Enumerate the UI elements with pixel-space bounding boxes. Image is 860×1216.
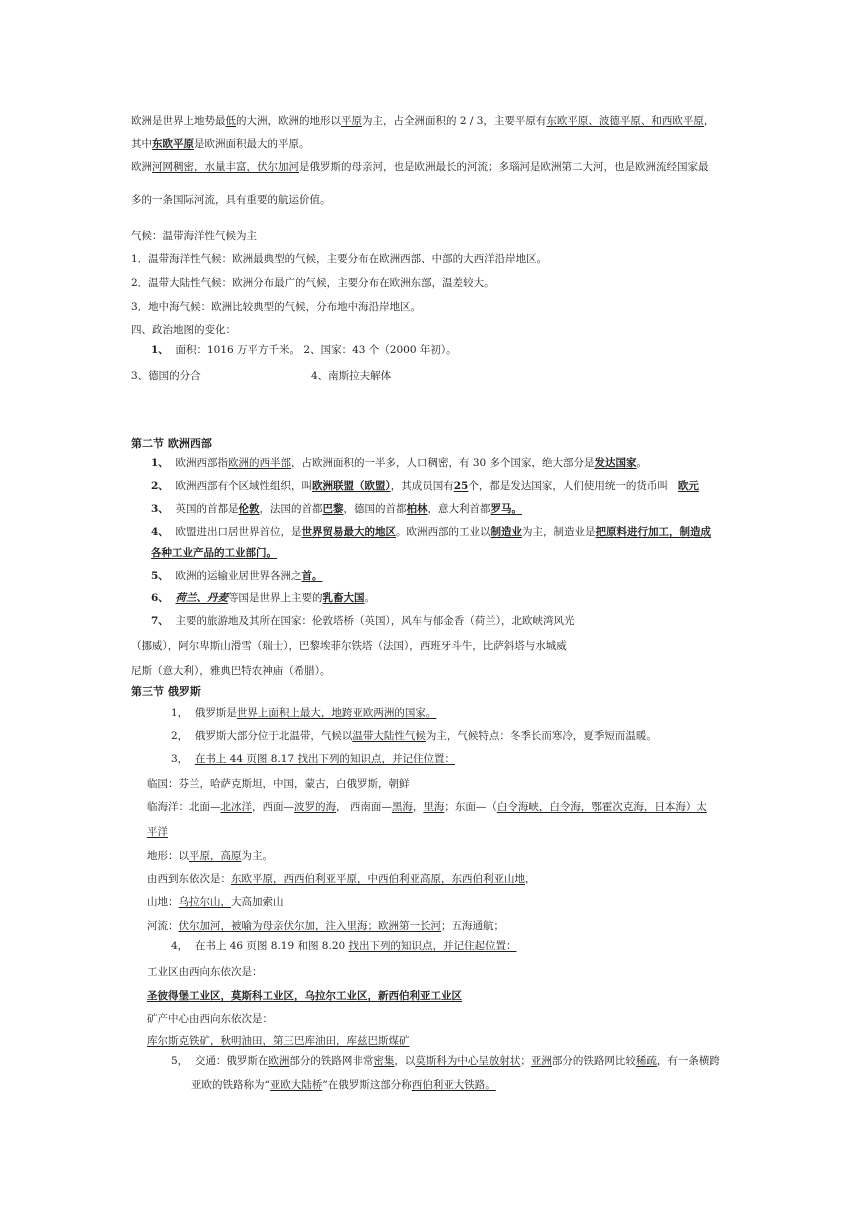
text-bold-underlined: 把原料进行加工，制造成 [595,526,711,538]
industry-list [147,989,462,1003]
section-2-item-2 [151,479,699,493]
text: ，其成员国有 [390,480,454,492]
text-underlined: 世界上面积上最大，地跨亚欧两洲的国家。 [236,707,437,719]
text-bold-underlined: 乳畜大国 [322,592,365,604]
text-bold-underlined: 欧洲联盟（欧盟） [312,480,391,492]
text-underlined: 温带大陆性气候 [352,730,426,742]
climate-item-1: 1．温带海洋性气候：欧洲最典型的气候，主要分布在欧洲西部、中部的大西洋沿岸地区。 [131,253,548,265]
text: ；东面—（ [444,801,497,813]
text: 英国的首都是 [175,503,239,515]
text: ，有一条横跨 [656,1055,720,1067]
text-underlined: 平洋 [147,826,168,838]
text-bold-underlined: 东欧平原 [152,138,194,150]
politics-title: 四、政治地图的变化： [131,324,236,336]
rivers-line [147,919,504,933]
text: 个，都是发达国家，人们使用统一的货币叫 [468,480,668,492]
west-east-line [147,872,536,886]
text: ；五海通航； [441,920,504,932]
text: 为主，制造业是 [522,526,596,538]
text: 面积：1016 万平方千米。 2、国家：43 个（2000 年初）。 [175,344,457,356]
text: 为主。 [241,850,273,862]
section-2-item-7-cont-2: 尼斯（意大利），雅典巴特农神庙（希腊）。 [131,665,331,677]
section-2-item-3 [151,502,522,516]
text-underlined: 找出下列的知识点，并记住起位置： [348,940,517,952]
text-underlined: 在书上 44 页图 8.17 找出下列的知识点，并记住位置： [194,753,455,765]
text-underlined: 乌拉尔山， [178,896,231,908]
text: ，法国的首都 [259,503,323,515]
list-number: 7、 [151,615,169,627]
text: 欧洲西部指 [175,457,228,469]
text: 其中 [131,138,152,150]
minerals-title: 矿产中心由西向东依次是： [147,1013,273,1025]
text-bold-underlined: 罗马。 [490,503,522,515]
europe-para-1-line-2 [131,137,310,151]
text: 。 [636,457,648,469]
politics-line-2a: 3、德国的分合 [131,370,201,382]
list-number: 4、 [151,526,169,538]
text: 。欧洲西部的工业以 [396,526,491,538]
list-number: 4， [171,940,189,952]
text-bold-underlined: 欧元 [677,480,699,492]
text-underlined: 欧洲 [268,1055,290,1067]
text-underlined: 平原 [341,115,362,127]
text: 部分的铁路网非常 [289,1055,374,1067]
text: 等国是世界上主要的 [228,592,323,604]
text: ，德国的首都 [343,503,407,515]
text: 欧洲西部有个区域性组织，叫 [175,480,312,492]
text-underlined: 欧洲的西半部 [228,457,291,469]
list-number: 3、 [151,503,169,515]
text: 地形：以 [147,850,189,862]
list-number: 1， [171,707,189,719]
climate-item-2: 2．温带大陆性气候：欧洲分布最广的气候，主要分布在欧洲东部，温差较大。 [131,277,495,289]
section-3-item-4 [171,939,517,953]
text: ，占欧洲面积的一半多，人口稠密，有 30 多个国家，绝大部分是 [291,457,595,469]
text: 河流： [147,920,179,932]
text: ， [525,873,536,885]
text-underlined: 稀疏 [635,1055,657,1067]
section-3-item-5-cont [191,1078,496,1092]
list-number: 1、 [151,344,169,356]
text-underlined: 伏尔加河，被喻为母亲伏尔加，注入里海；欧洲第一长河 [178,920,441,932]
text-underlined: 莫斯科为中心呈放射状 [415,1055,521,1067]
text-underlined: 河网稠密，水量丰富，伏尔加河 [152,161,299,173]
text-underlined: 东欧平原，西西伯利亚平原，中西伯利亚高原，东西伯利亚山地 [231,873,525,885]
text: 欧洲是世界上地势最 [131,115,226,127]
text: 为主，占全洲面积的 2 / 3，主要平原有 [362,115,547,127]
list-number: 1、 [151,457,169,469]
list-number: 5， [171,1055,189,1067]
text: 欧洲的运输业居世界各洲之 [175,570,302,582]
seas-line-2 [147,825,168,839]
text: 欧洲 [131,161,152,173]
text: 主要的旅游地及其所在国家：伦敦塔桥（英国），风车与郁金香（荷兰），北欧峡湾风光 [175,615,575,627]
section-3-title: 第三节 俄罗斯 [131,685,201,698]
text-underlined: 波罗的海 [294,801,336,813]
text: 临海洋：北面— [147,801,221,813]
text: ， [703,115,715,127]
text-underlined: 密集 [373,1055,395,1067]
text: 是俄罗斯的母亲河，也是欧洲最长的河流；多瑙河是欧洲第二大河，也是欧洲流经国家最 [299,161,709,173]
text-bold-underlined: 首。 [301,570,323,582]
text: 由西到东依次是： [147,873,231,885]
section-2-item-4-cont [151,546,277,560]
text-bold-underlined: 圣彼得堡工业区，莫斯科工业区，乌拉尔工业区，新西伯利亚工业区 [147,990,462,1002]
text-bold-underlined: 制造业 [490,526,522,538]
europe-para-2-line-1 [131,160,709,174]
text: 交通：俄罗斯在 [194,1055,269,1067]
text: 俄罗斯是 [194,707,237,719]
text-underlined: 低 [225,115,236,127]
text: 。 [364,592,375,604]
section-2-item-4 [151,525,711,539]
text: 部分的铁路网比较 [551,1055,636,1067]
list-number: 2， [171,730,189,742]
industry-title: 工业区由西向东依次是： [147,966,263,978]
text: 俄罗斯大部分位于北温带，气候以 [194,730,353,742]
section-2-item-7-cont-1: （挪威），阿尔卑斯山滑雪（瑞士），巴黎埃菲尔铁塔（法国），西班牙斗牛，比萨斜塔与水城威 [131,640,567,652]
text-bold-underlined: 巴黎 [322,503,344,515]
section-3-item-1 [171,706,436,720]
text-underlined: 库尔斯克铁矿，秋明油田，第三巴库油田，库兹巴斯煤矿 [147,1035,410,1047]
text-underlined: 亚洲 [530,1055,552,1067]
text-underlined: 东欧平原、波德平原、和西欧平原 [546,115,704,127]
section-2-item-5 [151,569,323,583]
list-number: 3， [171,753,189,765]
politics-line-1 [151,343,457,357]
section-2-item-1 [151,456,647,470]
text-bold-underlined: 伦敦 [238,503,260,515]
text: 是欧洲面积最大的平原。 [194,138,310,150]
text: ”在俄罗斯这部分称 [322,1079,412,1091]
minerals-list [147,1034,410,1048]
europe-para-1-line-1 [131,114,714,128]
text-underlined: 西伯利亚大铁路。 [411,1079,496,1091]
text: ，以 [394,1055,416,1067]
text: 欧盟进出口居世界首位，是 [175,526,302,538]
mountains-line [147,895,284,909]
text: 山地： [147,896,179,908]
text-underlined: 亚欧大陆桥 [269,1079,323,1091]
text: 的大洲，欧洲的地形以 [236,115,341,127]
text-bold-underlined: 各种工业产品的工业部门。 [151,547,277,559]
section-2-item-6 [151,591,375,605]
europe-para-2-line-2: 多的一条国际河流，具有重要的航运价值。 [131,194,331,206]
text: 为主，气候特点：冬季长而寒冷，夏季短而温暖。 [425,730,657,742]
text: ； [520,1055,531,1067]
text-bold-underlined: 25 [453,480,469,492]
text-bold-underlined: 荷兰、丹麦 [175,592,228,604]
text-bold-underlined: 发达国家 [594,457,637,469]
text-underlined: 北冰洋 [220,801,252,813]
text-underlined: 白令海峡，白令海，鄂霍次克海，日本海）太 [496,801,707,813]
text-bold-underlined: 柏林 [406,503,428,515]
section-3-item-2 [171,729,657,743]
list-number: 6、 [151,592,169,604]
climate-title: 气候：温带海洋性气候为主 [131,230,257,242]
climate-item-3: 3．地中海气候：欧洲比较典型的气候，分布地中海沿岸地区。 [131,301,422,313]
text: ，西面— [252,801,294,813]
text: ， 西南面— [336,801,392,813]
text: 大高加索山 [231,896,284,908]
section-2-item-7 [151,614,575,628]
seas-line-1 [147,800,707,814]
text: 在书上 46 页图 8.19 和图 8.20 [194,940,349,952]
text: ， [412,801,424,813]
section-3-item-3 [171,752,455,766]
neighbors-line: 临国：芬兰，哈萨克斯坦，中国，蒙古，白俄罗斯，朝鲜 [147,778,410,790]
text-bold-underlined: 世界贸易最大的地区 [301,526,396,538]
list-number: 5、 [151,570,169,582]
text-underlined: 平原，高原 [189,850,242,862]
text: 亚欧的铁路称为“ [191,1079,270,1091]
politics-line-2b: 4、南斯拉夫解体 [311,370,392,382]
text: ，意大利首都 [427,503,491,515]
list-number: 2、 [151,480,169,492]
text-underlined: 黑海 [391,801,413,813]
terrain-line [147,849,273,863]
section-3-item-5 [171,1054,720,1068]
text-underlined: 里海 [423,801,445,813]
section-2-title: 第二节 欧洲西部 [131,437,212,450]
